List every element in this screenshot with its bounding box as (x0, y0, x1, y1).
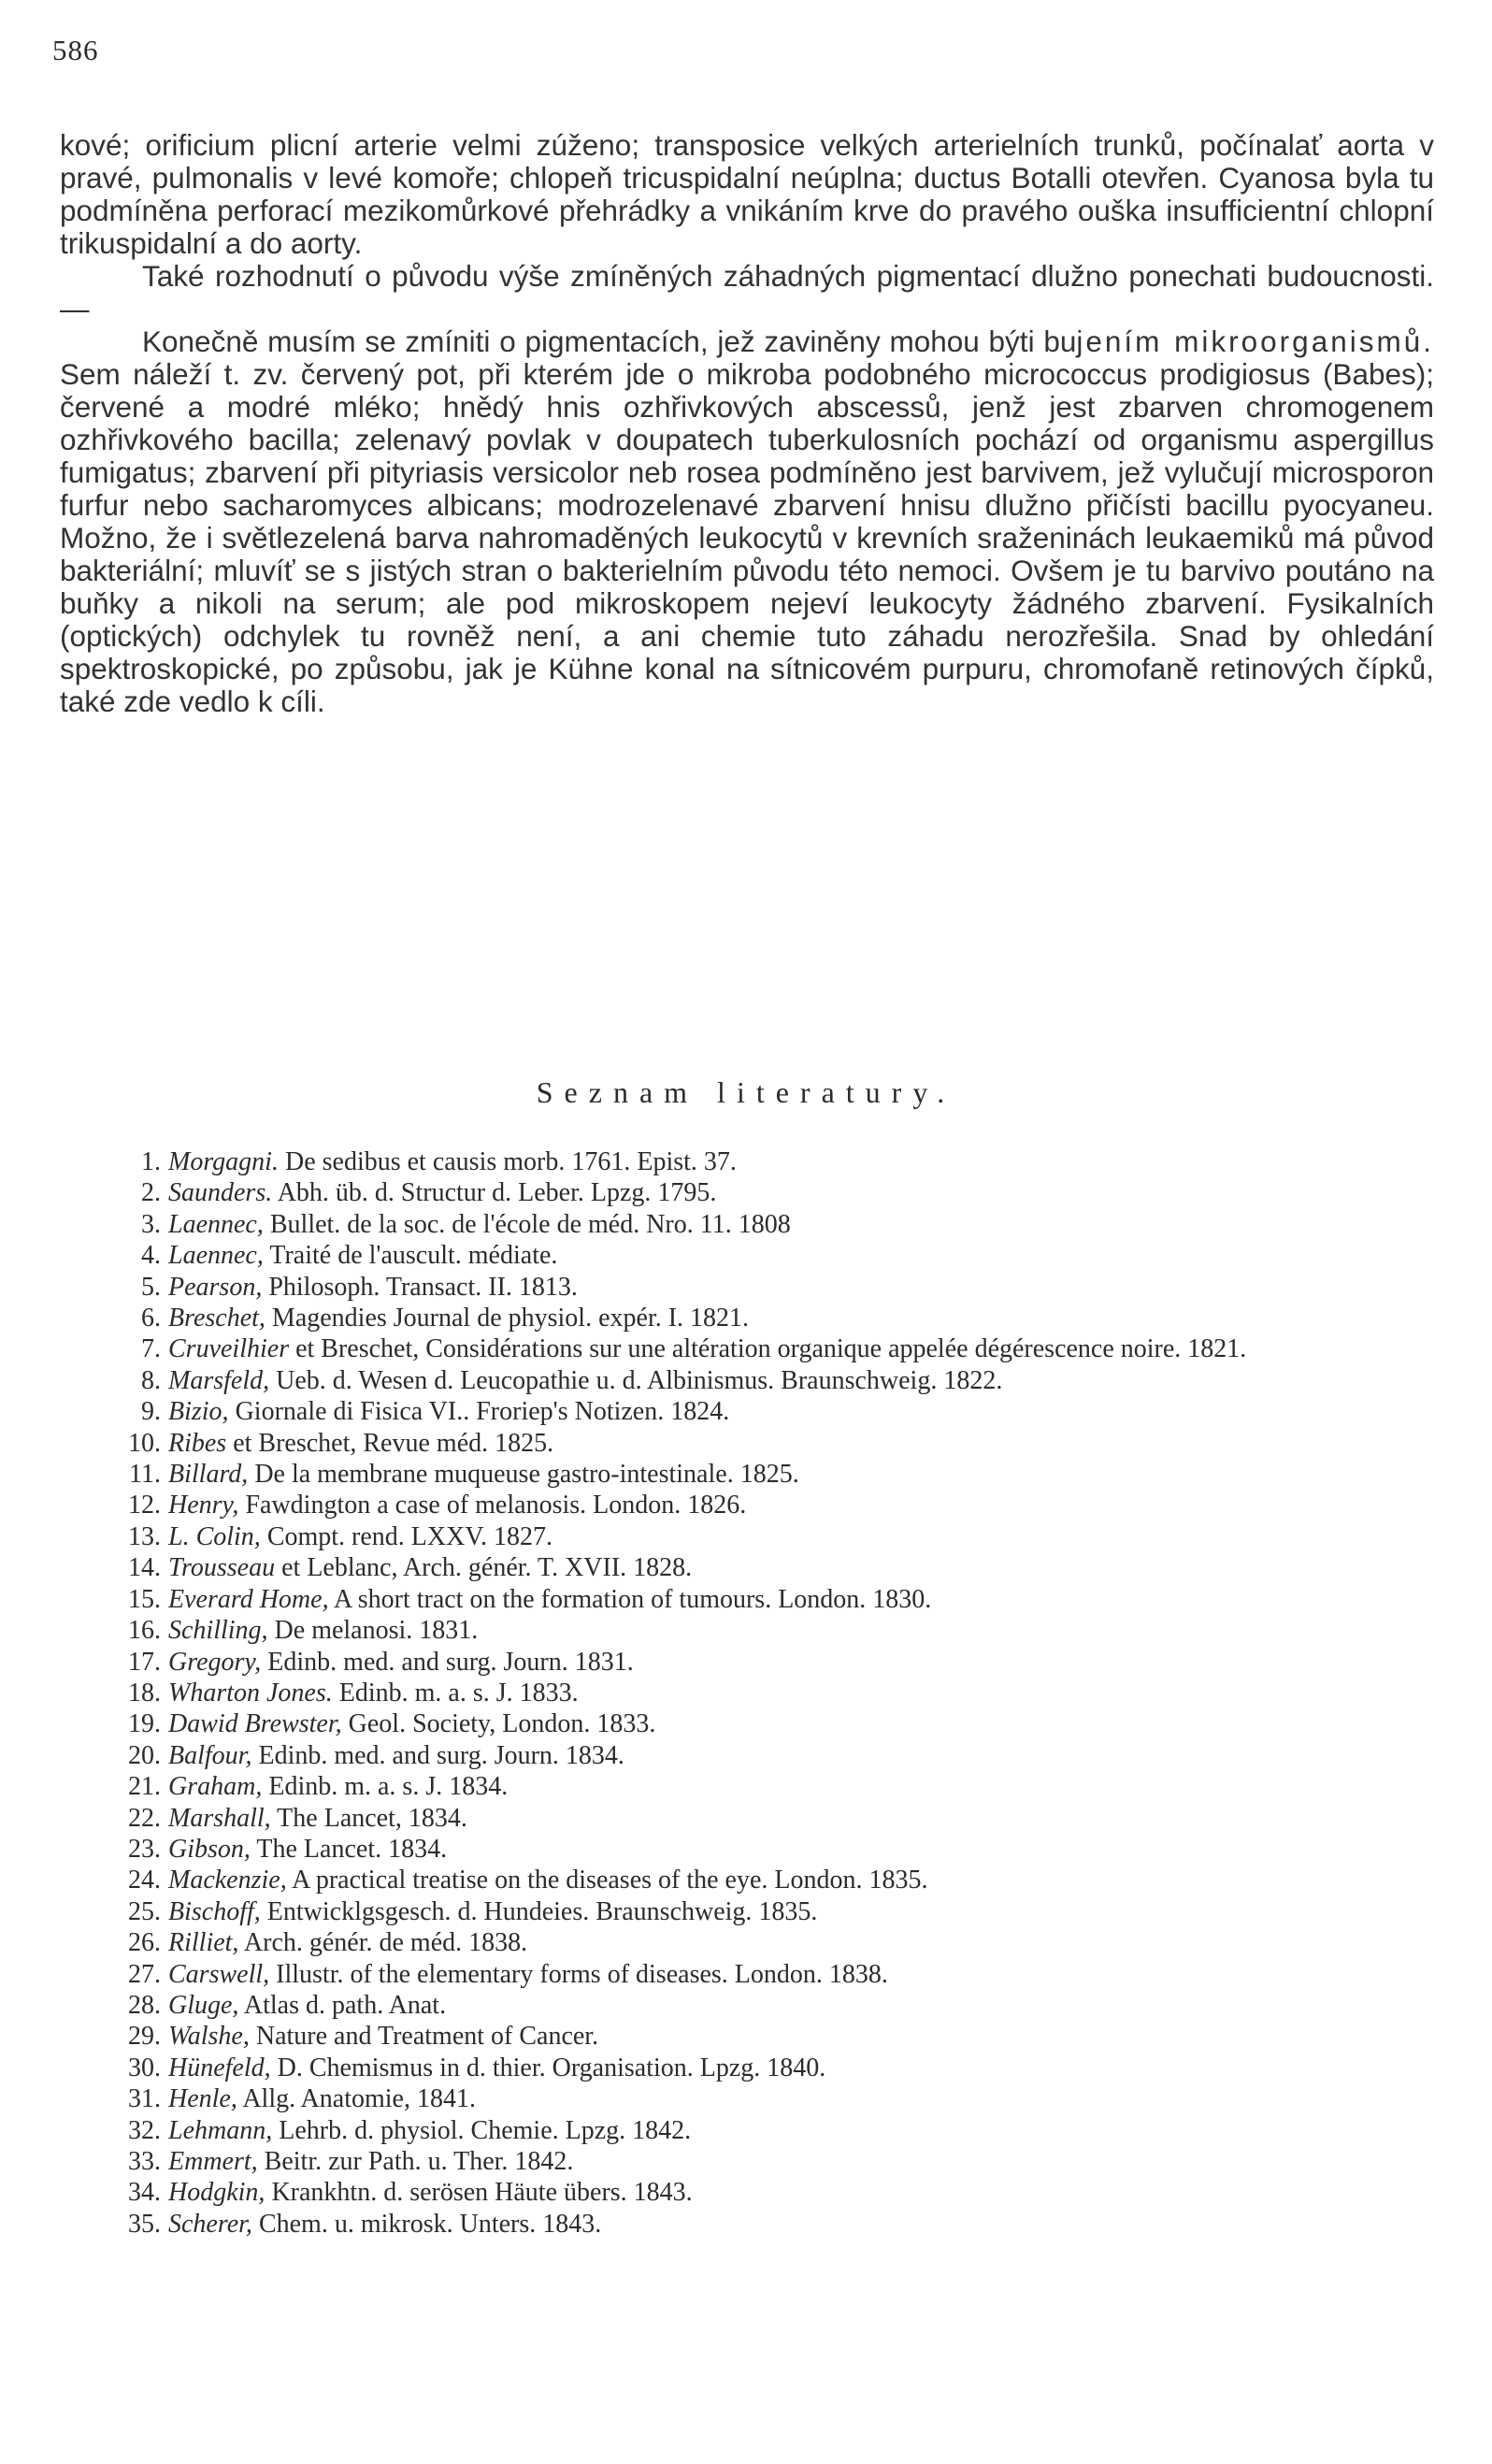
spaced-text: jením mikroorganismů. (1076, 324, 1434, 358)
reference-title: Geol. Society, London. 1833. (341, 1709, 656, 1739)
reference-item (75, 2021, 1449, 2052)
reference-item (75, 2146, 1449, 2177)
reference-number: 23. (128, 1834, 161, 1864)
reference-number: 2. (141, 1178, 161, 1208)
reference-number: 20. (128, 1740, 161, 1770)
reference-number: 13. (128, 1521, 161, 1551)
reference-title: Beitr. zur Path. u. Ther. 1842. (257, 2147, 574, 2176)
reference-number: 25. (128, 1896, 161, 1926)
reference-author: Bizio, (168, 1397, 229, 1427)
reference-title: Edinb. med. and surg. Journ. 1834. (251, 1740, 624, 1770)
reference-number: 30. (128, 2053, 161, 2082)
reference-author: Gluge, (168, 1990, 239, 2020)
reference-author: Emmert, (168, 2147, 258, 2176)
reference-title: Edinb. m. a. s. J. 1833. (332, 1678, 579, 1708)
reference-item (75, 1303, 1449, 1333)
reference-item (75, 1209, 1449, 1240)
paragraph: kové; orificium plicní arterie velmi zúženo; transposice velkých arterielních trunků, počínalať aorta v pravé, pulmonalis v levé komoře; chlopeň tricuspidalní neúplna; ductus Botalli otevřen. Cyanosa byla tu podmíněna perforací mezikomůrkové přehrádky a vnikáním krve do pravého ouška insufficientní chlopní trikuspidalní a do aorty. (60, 128, 1434, 260)
section-heading: Seznam literatury. (536, 1075, 956, 1109)
reference-number: 35. (128, 2209, 161, 2239)
reference-title: Compt. rend. LXXV. 1827. (260, 1521, 552, 1551)
reference-title: Entwicklgsgesch. d. Hundeies. Braunschweig. 1835. (260, 1896, 818, 1926)
reference-title: Abh. üb. d. Structur d. Leber. Lpzg. 1795. (272, 1178, 717, 1208)
reference-title: et Breschet, Considérations sur une altération organique appelée dégérescence noire. 1821. (289, 1334, 1247, 1364)
reference-author: Wharton Jones. (168, 1678, 333, 1708)
reference-title: Allg. Anatomie, 1841. (237, 2084, 476, 2114)
reference-number: 27. (128, 1959, 161, 1989)
reference-author: Laennec, (168, 1241, 264, 1271)
reference-item (75, 1927, 1449, 1958)
reference-title: The Lancet, 1834. (270, 1803, 467, 1833)
reference-title: Bullet. de la soc. de l'école de méd. Nro. 11. 1808 (263, 1209, 791, 1239)
reference-item (75, 1459, 1449, 1490)
reference-number: 24. (128, 1866, 161, 1895)
reference-item (75, 2209, 1449, 2240)
reference-number: 3. (141, 1209, 161, 1239)
reference-author: L. Colin, (168, 1521, 261, 1551)
reference-author: Dawid Brewster, (168, 1709, 342, 1739)
reference-item (75, 1771, 1449, 1802)
reference-author: Marsfeld, (168, 1365, 270, 1395)
reference-number: 33. (128, 2147, 161, 2176)
reference-item (75, 1615, 1449, 1646)
reference-item (75, 1490, 1449, 1520)
reference-number: 10. (128, 1428, 161, 1458)
reference-author: Saunders. (168, 1178, 273, 1208)
reference-title: Ueb. d. Wesen d. Leucopathie u. d. Albinismus. Braunschweig. 1822. (269, 1365, 1003, 1395)
reference-author: Mackenzie, (168, 1866, 287, 1895)
reference-item (75, 1240, 1449, 1271)
reference-item (75, 1146, 1449, 1177)
reference-author: Marshall, (168, 1803, 271, 1833)
reference-author: Breschet, (168, 1304, 265, 1333)
reference-number: 8. (141, 1365, 161, 1395)
reference-author: Gregory, (168, 1647, 262, 1677)
reference-title: et Leblanc, Arch. génér. T. XVII. 1828. (275, 1553, 693, 1583)
reference-author: Trousseau (168, 1553, 276, 1583)
reference-item (75, 1740, 1449, 1771)
reference-author: Henry, (168, 1491, 239, 1520)
reference-number: 17. (128, 1647, 161, 1677)
reference-item (75, 1803, 1449, 1834)
page-number: 586 (52, 34, 99, 66)
reference-author: Cruveilhier (168, 1334, 290, 1364)
paragraph-text: Konečně musím se zmíniti o pigmentacích, jež zaviněny mohou býti bu (142, 324, 1077, 358)
body-text (60, 129, 1434, 718)
reference-title: Illustr. of the elementary forms of diseases. London. 1838. (269, 1959, 888, 1989)
paragraph-text: Sem náleží t. zv. červený pot, při kterém jde o mikroba podobného micrococcus prodigiosus (Babes); červené a modré mléko; hnědý hnis ozhřivkových abscessů, jenž jest zbarven chromogenem ozhřivkového bacilla; zelenavý povlak v doupatech tuberkulosních pochází od organismu aspergillus fumigatus; zbarvení při pityriasis versicolor neb rosea podmíněno jest barvivem, jež vylučují microsporon furfur nebo sacharomyces albicans; modrozelenavé zbarvení hnisu dlužno přičísti bacillu pyocyaneu. Možno, že i světlezelená barva nahromaděných leukocytů v krevních sraženinách leukaemiků má původ bakteriální; mluvíť se s jistých stran o bakterielním původu této nemoci. Ovšem je tu barvivo poutáno na buňky a nikoli na serum; ale pod mikroskopem nejeví leukocyty žádného zbarvení. Fysikalních (optických) odchylek tu rovněž není, a ani chemie tuto záhadu nerozřešila. Snad by ohledání spektroskopické, po způsobu, jak je Kühne konal na sítnicovém purpuru, chromofaně retinových čípků, také zde vedlo k cíli. (60, 357, 1434, 718)
reference-number: 34. (128, 2178, 161, 2208)
reference-title: Lehrb. d. physiol. Chemie. Lpzg. 1842. (272, 2115, 692, 2145)
reference-title: De sedibus et causis morb. 1761. Epist. 37. (278, 1147, 737, 1176)
reference-title: Fawdington a case of melanosis. London. 1826. (238, 1491, 747, 1520)
reference-title: A practical treatise on the diseases of the eye. London. 1835. (286, 1866, 928, 1895)
reference-author: Graham, (168, 1772, 263, 1802)
reference-number: 1. (141, 1147, 161, 1176)
reference-title: Edinb. med. and surg. Journ. 1831. (261, 1647, 634, 1677)
reference-item (75, 2177, 1449, 2208)
reference-title: Traité de l'auscult. médiate. (263, 1241, 558, 1271)
paragraph (60, 325, 1434, 718)
reference-item (75, 2053, 1449, 2083)
reference-author: Walshe, (168, 2022, 250, 2052)
reference-item (75, 1365, 1449, 1396)
reference-item (75, 1834, 1449, 1865)
reference-item (75, 1428, 1449, 1459)
reference-title: Arch. génér. de méd. 1838. (238, 1928, 528, 1958)
reference-number: 5. (141, 1272, 161, 1302)
reference-item (75, 1552, 1449, 1583)
reference-number: 22. (128, 1803, 161, 1833)
reference-title: Philosoph. Transact. II. 1813. (262, 1272, 578, 1302)
reference-item (75, 1521, 1449, 1552)
reference-author: Henle, (168, 2084, 237, 2114)
reference-title: Edinb. m. a. s. J. 1834. (262, 1772, 509, 1802)
reference-number: 29. (128, 2022, 161, 2052)
reference-author: Balfour, (168, 1740, 252, 1770)
reference-item (75, 2083, 1449, 2114)
reference-author: Ribes (168, 1428, 227, 1458)
reference-number: 6. (141, 1304, 161, 1333)
reference-number: 11. (129, 1460, 161, 1490)
reference-number: 21. (128, 1772, 161, 1802)
reference-author: Lehmann, (168, 2115, 273, 2145)
reference-number: 16. (128, 1616, 161, 1646)
reference-item (75, 1177, 1449, 1208)
reference-author: Everard Home, (168, 1584, 329, 1614)
reference-author: Gibson, (168, 1834, 251, 1864)
reference-title: Magendies Journal de physiol. expér. I. 1821. (265, 1304, 750, 1333)
reference-number: 19. (128, 1709, 161, 1739)
reference-author: Pearson, (168, 1272, 263, 1302)
reference-number: 9. (141, 1397, 161, 1427)
reference-author: Hünefeld, (168, 2053, 271, 2082)
reference-author: Bischoff, (168, 1896, 261, 1926)
reference-number: 14. (128, 1553, 161, 1583)
reference-item (75, 1678, 1449, 1708)
reference-title: A short tract on the formation of tumours. London. 1830. (328, 1584, 932, 1614)
reference-title: Krankhtn. d. serösen Häute übers. 1843. (265, 2178, 693, 2208)
reference-item (75, 1647, 1449, 1678)
reference-number: 26. (128, 1928, 161, 1958)
reference-author: Schilling, (168, 1616, 268, 1646)
reference-item (75, 1272, 1449, 1303)
reference-author: Scherer, (168, 2209, 252, 2239)
reference-item (75, 1959, 1449, 1990)
reference-title: Nature and Treatment of Cancer. (249, 2022, 599, 2052)
reference-title: et Breschet, Revue méd. 1825. (226, 1428, 554, 1458)
reference-item (75, 1708, 1449, 1739)
reference-list (75, 1146, 1449, 2240)
reference-item (75, 1865, 1449, 1895)
reference-author: Hodgkin, (168, 2178, 265, 2208)
reference-number: 12. (128, 1491, 161, 1520)
reference-number: 15. (128, 1584, 161, 1614)
reference-number: 18. (128, 1678, 161, 1708)
reference-item (75, 2115, 1449, 2146)
reference-title: Giornale di Fisica VI.. Froriep's Notizen. 1824. (228, 1397, 730, 1427)
reference-item (75, 1990, 1449, 2021)
reference-author: Rilliet, (168, 1928, 239, 1958)
reference-title: De melanosi. 1831. (267, 1616, 479, 1646)
reference-number: 7. (141, 1334, 161, 1364)
reference-item (75, 1896, 1449, 1927)
paragraph: Také rozhodnutí o původu výše zmíněných záhadných pigmentací dlužno ponechati budoucnosti. — (60, 259, 1434, 325)
reference-number: 28. (128, 1990, 161, 2020)
reference-number: 32. (128, 2115, 161, 2145)
reference-title: D. Chemismus in d. thier. Organisation. Lpzg. 1840. (270, 2053, 826, 2082)
reference-number: 31. (128, 2084, 161, 2114)
reference-number: 4. (141, 1241, 161, 1271)
reference-title: De la membrane muqueuse gastro-intestinale. 1825. (248, 1460, 799, 1490)
reference-author: Morgagni. (168, 1147, 279, 1176)
reference-author: Carswell, (168, 1959, 270, 1989)
reference-item (75, 1396, 1449, 1427)
reference-title: The Lancet. 1834. (250, 1834, 448, 1864)
reference-title: Atlas d. path. Anat. (238, 1990, 447, 2020)
reference-title: Chem. u. mikrosk. Unters. 1843. (251, 2209, 602, 2239)
reference-author: Laennec, (168, 1209, 264, 1239)
reference-item (75, 1333, 1449, 1364)
reference-item (75, 1584, 1449, 1615)
reference-author: Billard, (168, 1460, 249, 1490)
